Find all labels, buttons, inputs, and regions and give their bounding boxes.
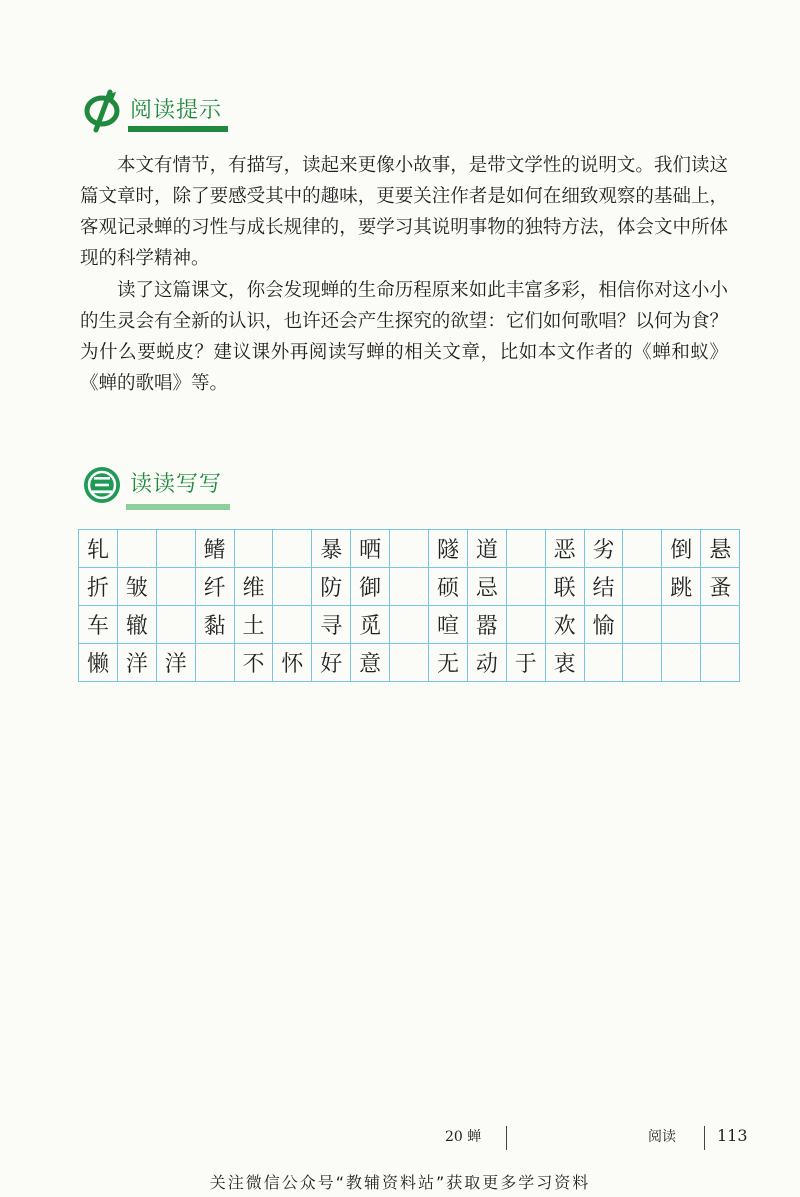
grid-cell: 于: [506, 644, 545, 682]
grid-cell: 无: [429, 644, 468, 682]
grid-cell: [623, 606, 662, 644]
grid-cell: 皱: [117, 568, 156, 606]
grid-cell: 懒: [79, 644, 118, 682]
grid-cell: 洋: [117, 644, 156, 682]
grid-cell: 动: [467, 644, 506, 682]
grid-cell: 晒: [351, 530, 390, 568]
grid-cell: [195, 644, 234, 682]
grid-row: [79, 530, 740, 568]
grid-cell: [156, 530, 195, 568]
footer-divider: [704, 1126, 705, 1150]
footer-section-label: 阅读: [648, 1129, 676, 1145]
grid-cell: [584, 644, 623, 682]
grid-cell: [701, 644, 740, 682]
grid-cell: 隧: [429, 530, 468, 568]
grid-cell: 嚣: [467, 606, 506, 644]
grid-cell: 倒: [662, 530, 701, 568]
grid-cell: 轧: [79, 530, 118, 568]
read-write-header: [80, 462, 222, 508]
grid-cell: 洋: [156, 644, 195, 682]
grid-cell: [390, 606, 429, 644]
grid-cell: 意: [351, 644, 390, 682]
footer-lesson-label: 20 蝉: [445, 1129, 482, 1145]
grid-cell: 结: [584, 568, 623, 606]
grid-cell: [623, 568, 662, 606]
footer-divider: [506, 1126, 507, 1150]
grid-cell: 寻: [312, 606, 351, 644]
read-write-title: 读读写写: [130, 467, 222, 504]
grid-cell: [506, 606, 545, 644]
grid-cell: 道: [467, 530, 506, 568]
grid-cell: [623, 644, 662, 682]
grid-cell: 硕: [429, 568, 468, 606]
reading-tips-icon: [80, 88, 126, 134]
grid-cell: [662, 644, 701, 682]
grid-cell: 忌: [467, 568, 506, 606]
grid-cell: [117, 530, 156, 568]
grid-cell: 维: [234, 568, 273, 606]
vocabulary-grid: [78, 529, 740, 682]
grid-cell: [623, 530, 662, 568]
reading-tips-header: [80, 88, 222, 134]
grid-cell: [701, 606, 740, 644]
grid-cell: 黏: [195, 606, 234, 644]
grid-cell: [273, 568, 312, 606]
grid-cell: 纤: [195, 568, 234, 606]
grid-cell: 联: [545, 568, 584, 606]
grid-cell: 觅: [351, 606, 390, 644]
grid-row: [79, 606, 740, 644]
reading-tips-paragraph: 本文有情节，有描写，读起来更像小故事，是带文学性的说明文。我们读这篇文章时，除了要感受其中的趣味，更要关注作者是如何在细致观察的基础上，客观记录蝉的习性与成长规律的，要学习其说明事物的独特方法，体会文中所体现的科学精神。: [80, 155, 728, 269]
grid-cell: [390, 644, 429, 682]
grid-cell: 折: [79, 568, 118, 606]
grid-cell: 车: [79, 606, 118, 644]
grid-cell: 辙: [117, 606, 156, 644]
grid-cell: 好: [312, 644, 351, 682]
read-write-icon: [80, 462, 126, 508]
grid-cell: [390, 568, 429, 606]
grid-cell: 不: [234, 644, 273, 682]
grid-cell: [156, 568, 195, 606]
reading-tips-paragraph: 读了这篇课文，你会发现蝉的生命历程原来如此丰富多彩，相信你对这小小的生灵会有全新的认识，也许还会产生探究的欲望：它们如何歌唱？以何为食？为什么要蜕皮？建议课外再阅读写蝉的相关文章，比如本文作者的《蝉和蚁》《蝉的歌唱》等。: [80, 280, 728, 394]
grid-cell: [273, 530, 312, 568]
grid-cell: 暴: [312, 530, 351, 568]
page-number: 113: [717, 1126, 748, 1145]
grid-cell: 恶: [545, 530, 584, 568]
grid-cell: 劣: [584, 530, 623, 568]
grid-cell: 防: [312, 568, 351, 606]
grid-cell: [662, 606, 701, 644]
grid-row: [79, 644, 740, 682]
grid-cell: 欢: [545, 606, 584, 644]
grid-cell: 土: [234, 606, 273, 644]
reading-tips-title: 阅读提示: [130, 93, 222, 130]
grid-cell: 愉: [584, 606, 623, 644]
grid-cell: 悬: [701, 530, 740, 568]
grid-cell: [273, 606, 312, 644]
grid-row: [79, 568, 740, 606]
grid-cell: 鳍: [195, 530, 234, 568]
watermark-text: 关注微信公众号“教辅资料站”获取更多学习资料: [209, 1173, 591, 1192]
grid-cell: [156, 606, 195, 644]
grid-cell: [234, 530, 273, 568]
grid-cell: 御: [351, 568, 390, 606]
grid-cell: 衷: [545, 644, 584, 682]
grid-cell: 喧: [429, 606, 468, 644]
grid-cell: 蚤: [701, 568, 740, 606]
grid-cell: 怀: [273, 644, 312, 682]
grid-cell: [506, 568, 545, 606]
grid-cell: [390, 530, 429, 568]
grid-cell: 跳: [662, 568, 701, 606]
grid-cell: [506, 530, 545, 568]
